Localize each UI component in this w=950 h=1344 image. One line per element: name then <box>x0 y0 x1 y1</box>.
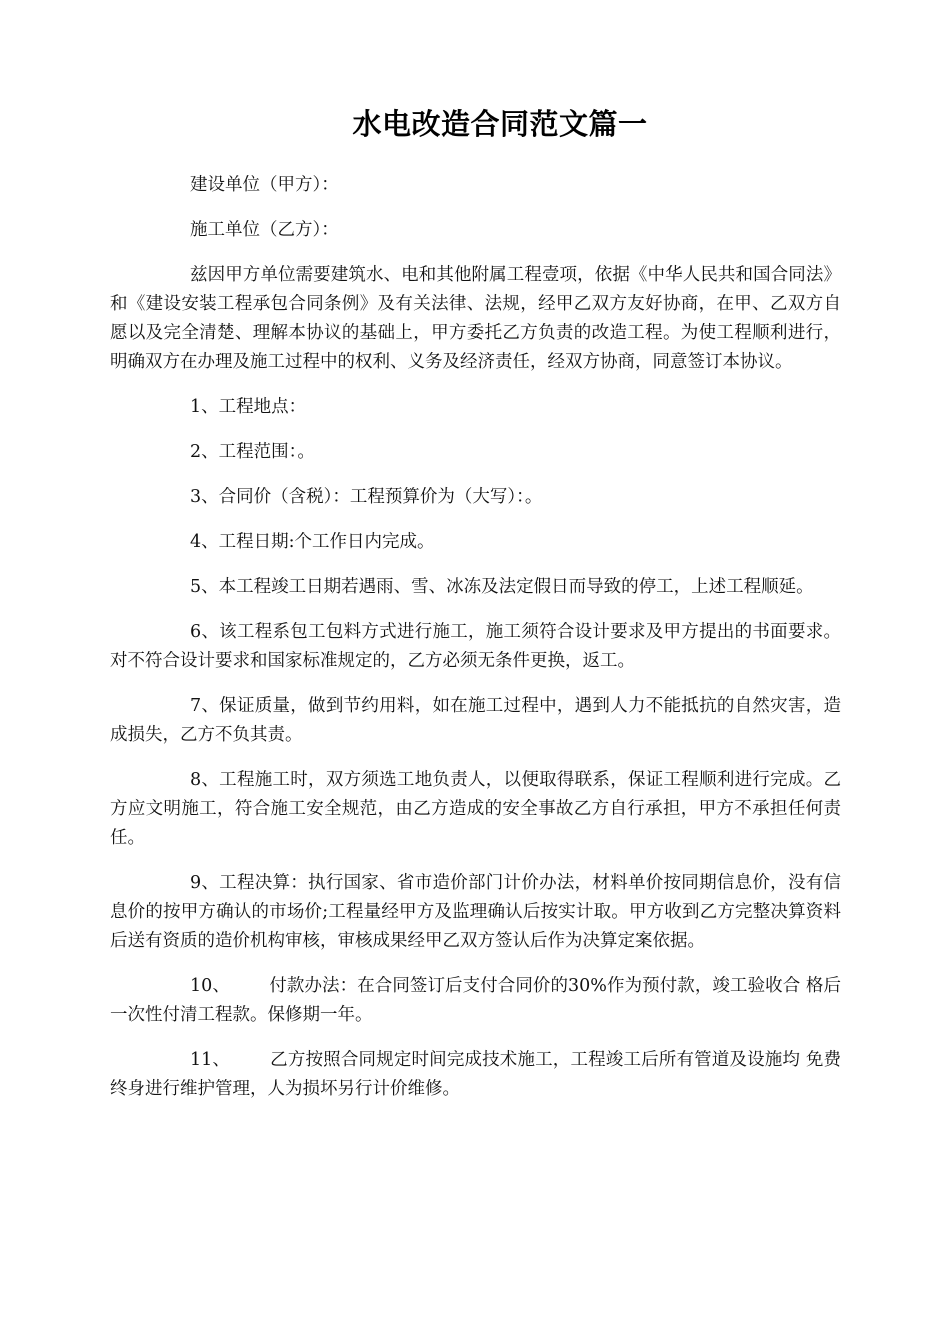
clause-4-schedule: 4、工程日期:个工作日内完成。 <box>190 532 435 552</box>
party-a-line: 建设单位（甲方）： <box>190 175 339 195</box>
document-body <box>110 171 841 1120</box>
preamble-paragraph: 兹因甲方单位需要建筑水、电和其他附属工程壹项，依据《中华人民共和国合同法》和《建设安装工程承包合同条例》及有关法律、法规，经甲乙双方友好协商，在甲、乙双方自愿以及完全清楚、理解本协议的基础上，甲方委托乙方负责的改造工程。为使工程顺利进行，明确双方在办理及施工过程中的权利、义务及经济责任，经双方协商，同意签订本协议。 <box>110 265 841 372</box>
clause-9-settlement: 9、工程决算：执行国家、省市造价部门计价办法，材料单价按同期信息价，没有信息价的按甲方确认的市场价;工程量经甲方及监理确认后按实计取。甲方收到乙方完整决算资料后送有资质的造价机构审核，审核成果经甲乙双方签认后作为决算定案依据。 <box>110 873 841 951</box>
clause-6-construction-mode: 6、该工程系包工包料方式进行施工，施工须符合设计要求及甲方提出的书面要求。对不符合设计要求和国家标准规定的，乙方必须无条件更换，返工。 <box>110 622 841 671</box>
clause-11-maintenance: 11、 乙方按照合同规定时间完成技术施工，工程竣工后所有管道及设施均 免费终身进行维护管理，人为损坏另行计价维修。 <box>110 1050 841 1099</box>
clause-7-quality: 7、保证质量，做到节约用料，如在施工过程中，遇到人力不能抵抗的自然灾害，造成损失，乙方不负其责。 <box>110 696 841 745</box>
clause-10-payment: 10、 付款办法：在合同签订后支付合同价的30%作为预付款，竣工验收合 格后一次性付清工程款。保修期一年。 <box>110 976 841 1025</box>
document-title: 水电改造合同范文篇一 <box>352 107 648 141</box>
clause-8-site-manager: 8、工程施工时，双方须选工地负责人，以便取得联系，保证工程顺利进行完成。乙方应文明施工，符合施工安全规范，由乙方造成的安全事故乙方自行承担，甲方不承担任何责任。 <box>110 770 841 848</box>
clause-3-price: 3、合同价（含税）：工程预算价为（大写）：。 <box>190 487 543 507</box>
clause-1-location: 1、工程地点： <box>190 397 307 417</box>
party-b-line: 施工单位（乙方）： <box>190 220 339 240</box>
clause-5-delay: 5、本工程竣工日期若遇雨、雪、冰冻及法定假日而导致的停工，上述工程顺延。 <box>190 577 814 597</box>
clause-2-scope: 2、工程范围：。 <box>190 442 315 462</box>
